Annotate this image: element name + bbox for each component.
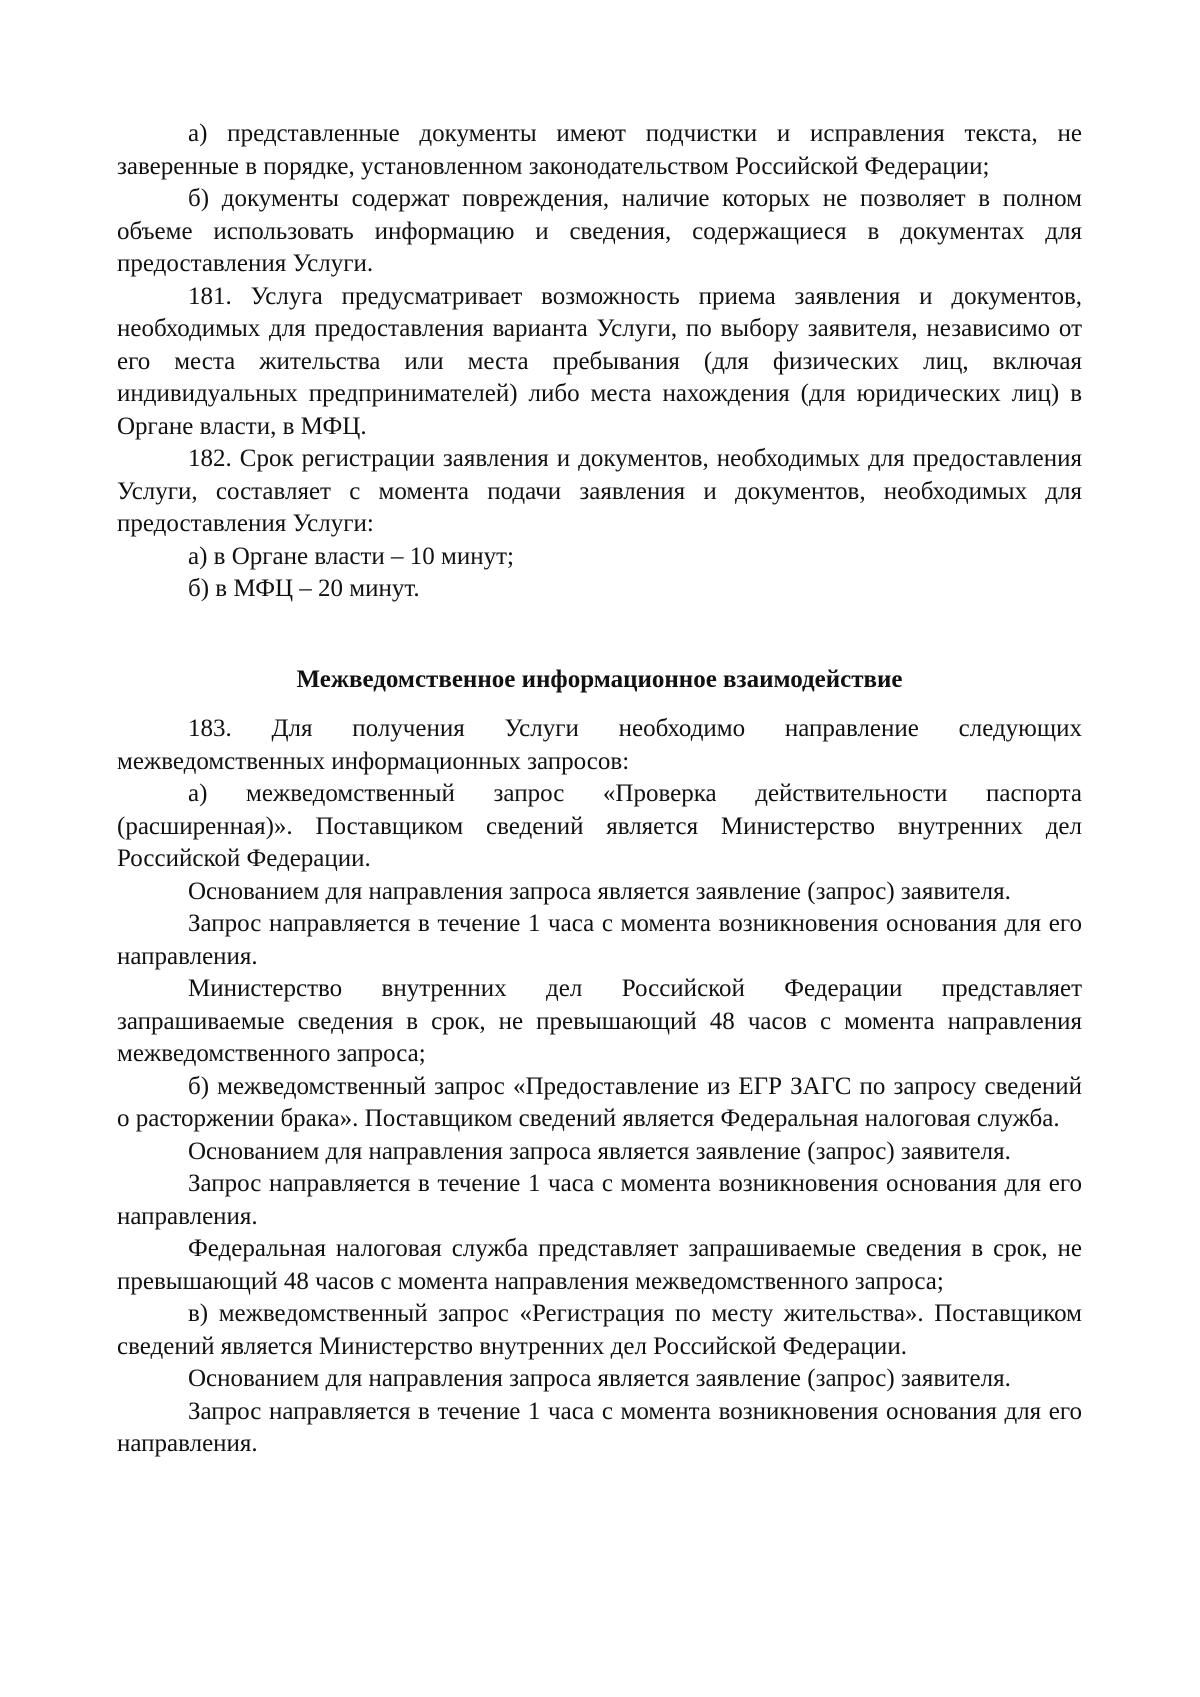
section-heading: Межведомственное информационное взаимодействие — [296, 665, 903, 693]
paragraph-timing-1: Запрос направляется в течение 1 часа с момента возникновения основания для его направления. — [117, 910, 1082, 970]
paragraph-183-b: б) межведомственный запрос «Предоставление из ЕГР ЗАГС по запросу сведений о расторжении брака». Поставщиком сведений является Федеральная налоговая служба. — [117, 1072, 1082, 1132]
paragraph-183-a: а) межведомственный запрос «Проверка действительности паспорта (расширенная)». Поставщиком сведений является Министерство внутренних дел Российской Федерации. — [117, 780, 1082, 872]
paragraph-basis-1: Основанием для направления запроса является заявление (запрос) заявителя. — [188, 877, 1011, 905]
paragraph-basis-3: Основанием для направления запроса является заявление (запрос) заявителя. — [188, 1365, 1011, 1392]
paragraph-mvd-term: Министерство внутренних дел Российской Федерации представляет запрашиваемые сведения в срок, не превышающий 48 часов с момента направления межведомственного запроса; — [117, 975, 1082, 1067]
paragraph-timing-2: Запрос направляется в течение 1 часа с момента возникновения основания для его направления. — [117, 1170, 1082, 1230]
spacer — [117, 606, 1082, 618]
paragraph-basis-2: Основанием для направления запроса является заявление (запрос) заявителя. — [188, 1137, 1011, 1165]
document-page — [117, 118, 1082, 1461]
paragraph-181: 181. Услуга предусматривает возможность приема заявления и документов, необходимых для предоставления варианта Услуги, по выбору заявителя, независимо от его места жительства или места пребывания (для физических лиц, включая индивидуальных предпринимателей) либо места нахождения (для юридических лиц) в Органе власти, в МФЦ. — [117, 282, 1082, 440]
paragraph-182: 182. Срок регистрации заявления и документов, необходимых для предоставления Услуги, составляет с момента подачи заявления и документов, необходимых для предоставления Услуги: — [117, 445, 1082, 537]
paragraph-a-erasures: а) представленные документы имеют подчистки и исправления текста, не заверенные в порядке, установленном законодательством Российской Федерации; — [117, 120, 1082, 180]
paragraph-timing-3: Запрос направляется в течение 1 часа с момента возникновения основания для его направления. — [117, 1397, 1082, 1457]
paragraph-183-v: в) межведомственный запрос «Регистрация по месту жительства». Поставщиком сведений является Министерство внутренних дел Российской Федерации. — [117, 1300, 1082, 1360]
paragraph-fns-term: Федеральная налоговая служба представляет запрашиваемые сведения в срок, не превышающий 48 часов с момента направления межведомственного запроса; — [117, 1235, 1082, 1295]
paragraph-182-b: б) в МФЦ – 20 минут. — [188, 575, 420, 602]
paragraph-183: 183. Для получения Услуги необходимо направление следующих межведомственных информационных запросов: — [117, 715, 1082, 775]
paragraph-b-damage: б) документы содержат повреждения, наличие которых не позволяет в полном объеме использовать информацию и сведения, содержащиеся в документах для предоставления Услуги. — [117, 185, 1082, 277]
paragraph-182-a: а) в Органе власти – 10 минут; — [188, 542, 515, 570]
